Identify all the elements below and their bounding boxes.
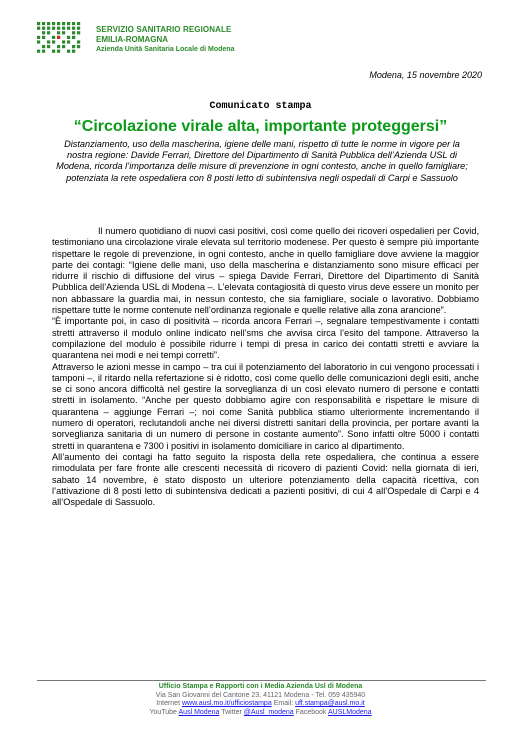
footer-social — [0, 709, 521, 718]
press-release-date: Modena, 15 novembre 2020 — [369, 70, 482, 80]
org-line-3: Azienda Unità Sanitaria Locale di Modena — [96, 46, 235, 53]
organization-header — [96, 25, 234, 54]
footer-contacts — [0, 700, 521, 709]
footer-address: Via San Giovanni del Cantone 23, 41121 Modena - Tel. 059 435940 — [155, 691, 366, 699]
org-line-1: SERVIZIO SANITARIO REGIONALE — [96, 25, 232, 34]
email-link[interactable]: uff.stampa@ausl.mo.it — [295, 700, 365, 708]
twitter-link[interactable]: @Ausl_modena — [243, 708, 294, 716]
org-line-2: EMILIA-ROMAGNA — [96, 35, 168, 44]
youtube-link[interactable]: Ausl Modena — [178, 708, 220, 716]
paragraph: “È importante poi, in caso di positività – ricorda ancora Ferrari –, segnalare tempestivamente i contatti stretti attraverso il modulo online indicato nell’sms che avvisa circa l’esito del tampone. Attraverso la compilazione del modulo è possibile ridurre i tempi di presa in carico dei contatti stretti e avviare la quarantena nei modi e nei tempi corretti”. — [52, 316, 479, 361]
headline: “Circolazione virale alta, importante proteggersi” — [73, 118, 448, 135]
facebook-link[interactable]: AUSLModena — [327, 708, 372, 716]
twitter-label: Twitter — [221, 708, 242, 716]
footer — [0, 683, 521, 717]
footer-office-name: Ufficio Stampa e Rapporti con i Media Azienda Usl di Modena — [158, 683, 363, 690]
internet-label: Internet — [156, 700, 181, 708]
paragraph: Attraverso le azioni messe in campo – tra cui il potenziamento del laboratorio in cui vengono processati i tamponi –, il ritardo nella refertazione si è ridotto, così come quello delle comunicazioni degli esiti, anche se ci sono ancora difficoltà nel gestire la sorveglianza di un così elevato numero di persone e contatti stretti in isolamento. “Anche per questo dobbiamo agire con responsabilità e rispettare le misure di quarantena – aggiunge Ferrari –; noi come Sanità pubblica stiamo ulteriormente incrementando il numero di operatori, reclutandoli anche nei diversi distretti sanitari della provincia, per portare avanti la sorveglianza sanitaria di un numero di persone in costante aumento”. Sono infatti oltre 5000 i contatti stretti in quarantena e 7300 i positivi in isolamento domiciliare in carico al dipartimento. — [52, 361, 479, 451]
paragraph: All’aumento dei contagi ha fatto seguito la risposta della rete ospedaliera, che continua a essere rimodulata per fare fronte alle crescenti necessità di ricovero di pazienti Covid: nella giornata di ieri, sabato 14 novembre, è stato disposto un ulteriore potenziamento della capacità ricettiva, con l’attivazione di 8 posti letto di subintensiva dedicati a pazienti positivi, di cui 4 all’Ospedale di Carpi e 4 all’Ospedale di Sassuolo. — [52, 451, 479, 508]
article-body — [52, 226, 479, 508]
email-label: Email: — [273, 700, 294, 708]
ausl-logo — [37, 22, 83, 55]
footer-divider — [37, 680, 486, 681]
document-type-label: Comunicato stampa — [209, 101, 312, 112]
paragraph: Il numero quotidiano di nuovi casi positivi, così come quello dei ricoveri ospedalieri per Covid, testimoniano una circolazione virale elevata sul territorio modenese. Per questo è sempre più importante rispettare le regole di prevenzione, in ogni contesto, anche in quello famigliare dove avviene la maggior parte dei contagi: “Igiene delle mani, uso della mascherina e distanziamento sono misure efficaci per ridurre il rischio di diffusione del virus – spiega Davide Ferrari, Direttore del Dipartimento di Sanità Pubblica dell’Azienda USL di Modena –. L’elevata contagiosità di questo virus deve essere un monito per non abbassare la guardia mai, in nessun contesto, che sia famigliare, sociale o lavorativo. Dobbiamo rispettare tutte le norme contenute nell’ordinanza regionale e quelle relative alla zona arancione”. — [52, 226, 479, 316]
website-link[interactable]: www.ausl.mo.it/ufficiostampa — [181, 700, 272, 708]
facebook-label: Facebook — [295, 708, 327, 716]
youtube-label: YouTube — [149, 708, 177, 716]
subheadline: Distanziamento, uso della mascherina, igiene delle mani, rispetto di tutte le norme in vigore per la nostra regione: Davide Ferrari, Direttore del Dipartimento di Sanità Pubblica dell’Azienda USL di Modena, ricorda l’importanza delle misure di prevenzione in ogni contesto, anche in quello famigliare; potenziata la rete ospedaliera con 8 posti letto di subintensiva negli ospedali di Carpi e Sassuolo — [56, 139, 468, 183]
